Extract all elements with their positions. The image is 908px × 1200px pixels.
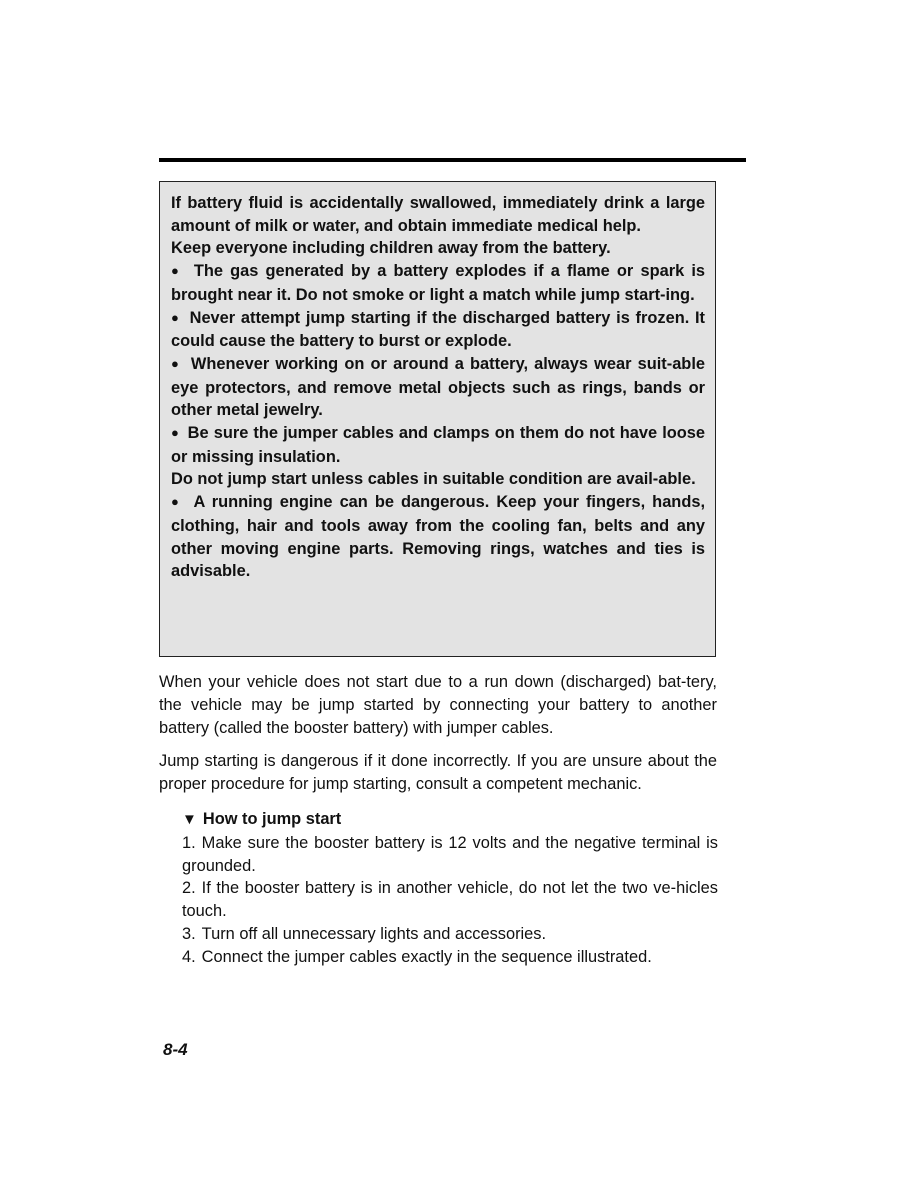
warning-bullet-paragraph	[171, 491, 705, 583]
intro-paragraph-block	[159, 671, 717, 739]
warning-paragraph: Keep everyone including children away from the battery.	[171, 239, 611, 258]
step-text: Make sure the booster battery is 12 volts and the negative terminal is grounded.	[182, 833, 718, 875]
step-item	[182, 877, 718, 923]
warning-bullet-paragraph	[171, 353, 705, 422]
warning-bullet-paragraph	[171, 260, 705, 306]
warning-bullet-text: Whenever working on or around a battery, always wear suit-able eye protectors, and remove metal objects such as rings, bands or other metal jewelry.	[171, 354, 705, 420]
steps-heading	[182, 808, 718, 832]
warning-bullet-text: Be sure the jumper cables and clamps on them do not have loose or missing insulation.	[171, 424, 706, 466]
step-number: 3.	[182, 924, 196, 943]
step-item	[182, 923, 718, 946]
step-text: If the booster battery is in another vehicle, do not let the two ve-hicles touch.	[182, 879, 718, 921]
jump-start-steps	[182, 808, 718, 969]
warning-bullet-text: Never attempt jump starting if the discharged battery is frozen. It could cause the battery to burst or explode.	[171, 308, 706, 351]
step-number: 1.	[182, 833, 196, 852]
step-number: 2.	[182, 879, 196, 898]
step-number: 4.	[182, 947, 196, 966]
warning-paragraph: If battery fluid is accidentally swallowed, immediately drink a large amount of milk or water, and obtain immediate medical help.	[171, 194, 705, 235]
top-rule	[159, 158, 746, 162]
intro-paragraph: When your vehicle does not start due to a run down (discharged) bat-tery, the vehicle may be jump started by connecting your battery to another battery (called the booster battery) with jumper cables.	[159, 673, 717, 737]
danger-paragraph-block	[159, 750, 717, 796]
steps-heading-text: How to jump start	[202, 810, 342, 828]
warning-paragraph: Do not jump start unless cables in suitable condition are avail-able.	[171, 470, 696, 489]
warning-bullet-paragraph	[171, 422, 705, 468]
step-item	[182, 832, 718, 878]
warning-bullet-paragraph	[171, 307, 705, 353]
page-number: 8-4	[163, 1040, 188, 1059]
step-text: Connect the jumper cables exactly in the sequence illustrated.	[201, 947, 652, 966]
step-item	[182, 946, 718, 969]
warning-bullet-text: The gas generated by a battery explodes if a flame or spark is brought near it. Do not smoke or light a match while jump start-ing.	[171, 262, 706, 304]
down-triangle-icon: ▼	[182, 811, 197, 828]
warning-box	[159, 181, 716, 657]
warning-bullet-text: A running engine can be dangerous. Keep your fingers, hands, clothing, hair and tools away from the cooling fan, belts and any other moving engine parts. Removing rings, watches and ties is advisable.	[171, 493, 705, 581]
step-text: Turn off all unnecessary lights and accessories.	[201, 924, 547, 943]
danger-paragraph: Jump starting is dangerous if it done incorrectly. If you are unsure about the proper procedure for jump starting, consult a competent mechanic.	[159, 752, 717, 793]
